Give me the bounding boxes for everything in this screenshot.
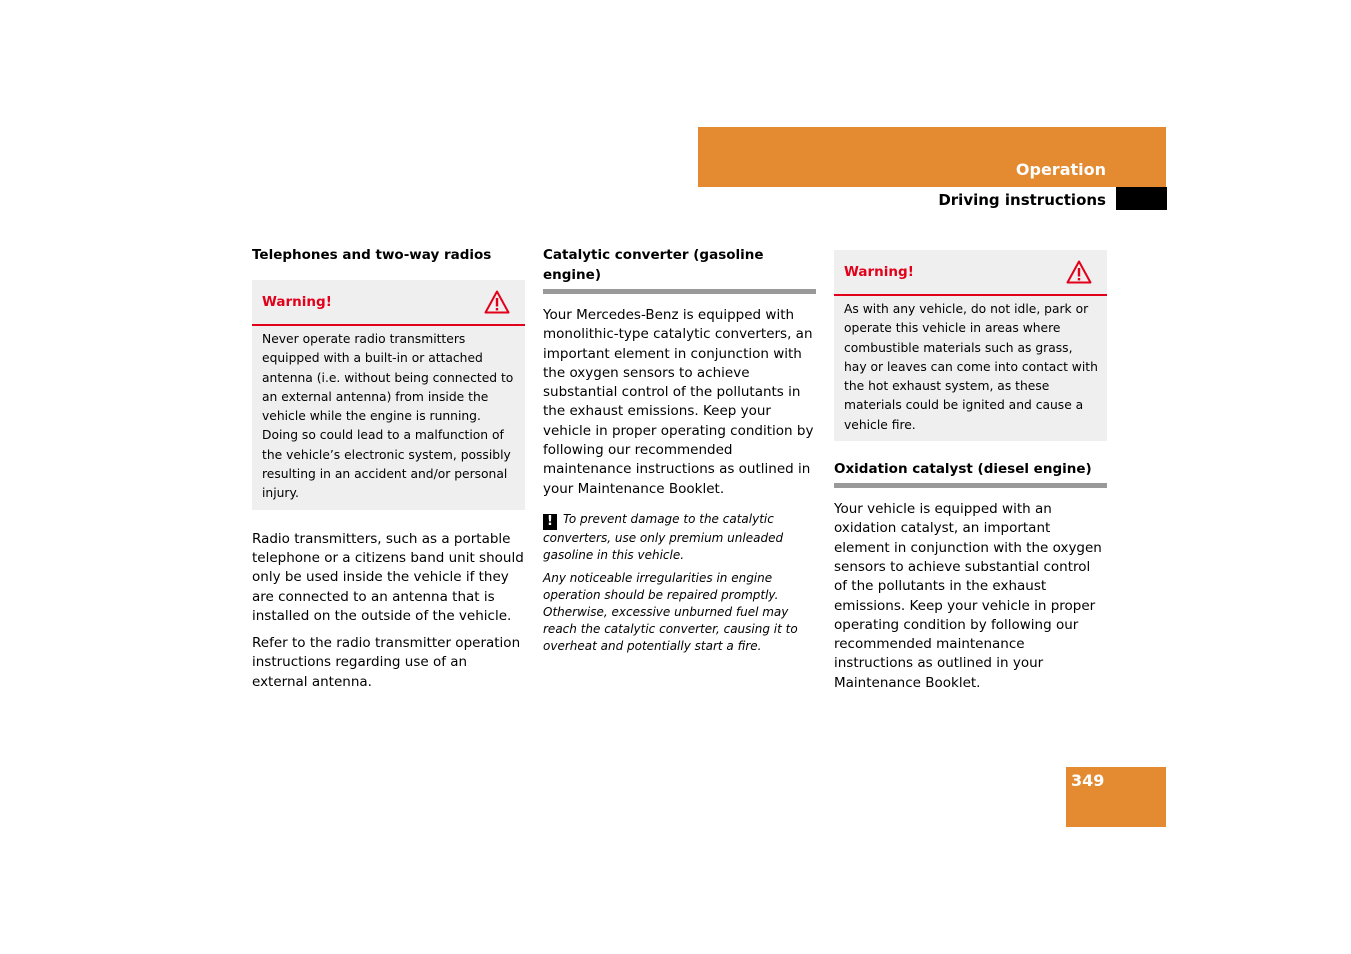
page-number: 349	[1071, 771, 1105, 790]
warning-box-fire	[834, 250, 1107, 441]
paragraph-refer-instructions: Refer to the radio transmitter operation instructions regarding use of an external antenna.	[252, 635, 521, 690]
heading-telephones: Telephones and two-way radios	[252, 247, 492, 263]
column-catalytic-converter	[543, 245, 816, 661]
paragraph-catalytic-converter: Your Mercedes-Benz is equipped with monolithic-type catalytic converters, an important element in conjunction with the oxygen sensors to achieve substantial control of the pollutants in the exhaust emissions. Keep your vehicle in proper operating condition by following our recommended maintenance instructions as outlined in your Maintenance Booklet.	[543, 307, 814, 497]
warning-text: As with any vehicle, do not idle, park or operate this vehicle in areas where combustible materials such as grass, hay or leaves can come into contact with the hot exhaust system, as these materials could be ignited and cause a vehicle fire.	[844, 302, 1098, 432]
column-telephones	[252, 245, 525, 700]
exclamation-icon: !	[543, 514, 557, 530]
warning-text: Never operate radio transmitters equipped with a built-in or attached antenna (i.e. without being connected to an external antenna) from inside the vehicle while the engine is running. Doing so could lead to a malfunction of the vehicle’s electronic system, possibly resulting in an accident and/or personal injury.	[262, 332, 514, 501]
warning-header	[252, 280, 525, 326]
note-text: To prevent damage to the catalytic converters, use only premium unleaded gasoline in this vehicle.	[543, 511, 784, 562]
header-marker	[1116, 187, 1167, 210]
warning-box-radio	[252, 280, 525, 510]
note-premium-gasoline	[543, 511, 816, 564]
heading-oxidation-catalyst: Oxidation catalyst (diesel engine)	[834, 459, 1107, 488]
paragraph-oxidation-catalyst: Your vehicle is equipped with an oxidation catalyst, an important element in conjunction with the oxygen sensors to achieve substantial control of the pollutants in the exhaust emissions. Keep your vehicle in proper operating condition by following our recommended maintenance instructions as outlined in your Maintenance Booklet.	[834, 501, 1102, 691]
paragraph-radio-transmitters: Radio transmitters, such as a portable telephone or a citizens band unit should only be used inside the vehicle if they are connected to an antenna that is installed on the outside of the vehicle.	[252, 530, 524, 624]
warning-label: Warning!	[844, 264, 914, 280]
column-oxidation-catalyst	[834, 250, 1107, 701]
warning-label: Warning!	[262, 294, 332, 310]
warning-triangle-icon	[484, 290, 510, 314]
subsection-title: Driving instructions	[938, 191, 1106, 209]
note-irregularities: Any noticeable irregularities in engine operation should be repaired promptly. Otherwise, excessive unburned fuel may reach the catalytic converter, causing it to overheat and potentially start a fire.	[543, 570, 798, 653]
heading-catalytic-converter: Catalytic converter (gasoline engine)	[543, 245, 816, 294]
warning-header	[834, 250, 1107, 296]
warning-triangle-icon	[1066, 260, 1092, 284]
section-title: Operation	[1015, 160, 1106, 179]
